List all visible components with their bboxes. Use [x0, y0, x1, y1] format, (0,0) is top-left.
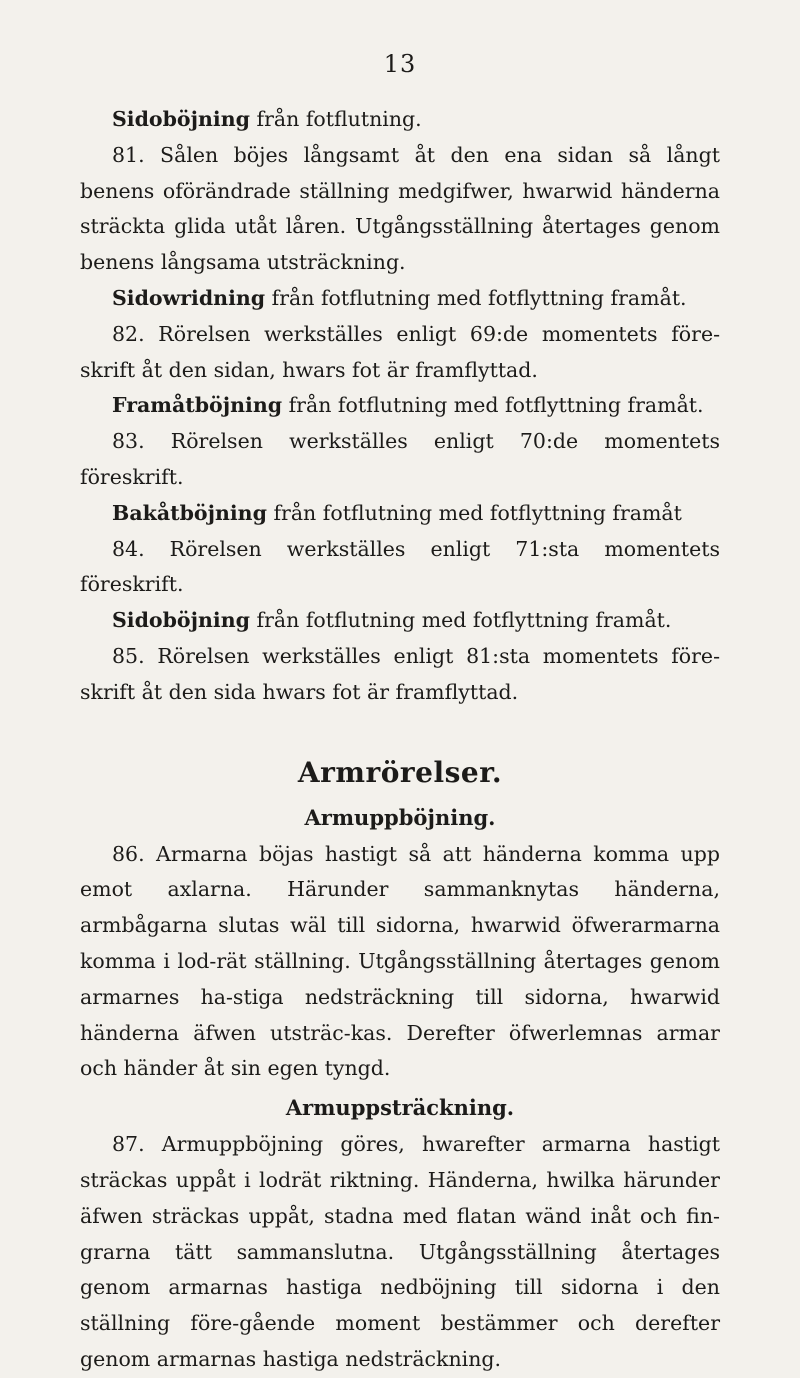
paragraph-83: 83. Rörelsen werkställes enligt 70:de momentets föreskrift.	[80, 429, 720, 489]
page-number: 13	[383, 50, 417, 78]
subsection-heading: Sidowridning från fotflutning med fotflyttning framåt.	[112, 285, 687, 310]
paragraph-82: 82. Rörelsen werkställes enligt 69:de momentets före-skrift åt den sidan, hwars fot är framflyttad.	[80, 321, 720, 382]
paragraph-84: 84. Rörelsen werkställes enligt 71:sta momentets föreskrift.	[80, 536, 720, 597]
subsection-heading: Sidoböjning från fotflutning med fotflyttning framåt.	[112, 608, 672, 633]
section-heading-armrorelser: Armrörelser.	[297, 755, 503, 789]
subsection-title-armuppbojning: Armuppböjning.	[304, 804, 496, 830]
paragraph-87: 87. Armuppböjning göres, hwarefter armarna hastigt sträckas uppåt i lodrät riktning. Händerna, hwilka härunder äfwen sträckas uppåt, stadna med flatan wänd inåt och fin-grarna tätt sammanslutna. Utgångsställning återtages genom armarnas hastiga nedböjning till sidorna i den ställning före-gående moment bestämmer och derefter genom armarnas hastiga nedsträckning.	[80, 1132, 720, 1371]
paragraph-81: 81. Sålen böjes långsamt åt den ena sidan så långt benens oförändrade ställning medgifwer, hwarwid händerna sträckta glida utåt låren. Utgångsställning återtages genom benens långsama utsträckning.	[80, 142, 720, 275]
paragraph-86: 86. Armarna böjas hastigt så att händerna komma upp emot axlarna. Härunder sammanknytas händerna, armbågarna slutas wäl till sidorna, hwarwid öfwerarmarna komma i lod-rät ställning. Utgångsställning återtages genom armarnes ha-stiga nedsträckning till sidorna, hwarwid händerna äfwen utsträc-kas. Derefter öfwerlemnas armar och händer åt sin egen tyngd.	[80, 841, 720, 1081]
subsection-heading: Framåtböjning från fotflutning med fotflyttning framåt.	[112, 393, 704, 418]
subsection-heading: Sidoböjning från fotflutning.	[112, 107, 422, 131]
subsection-title-armuppstrackning: Armuppsträckning.	[285, 1095, 515, 1121]
subsection-heading: Bakåtböjning från fotflutning med fotflyttning framåt	[112, 500, 682, 525]
page-text	[80, 102, 720, 1378]
paragraph-85: 85. Rörelsen werkställes enligt 81:sta momentets före-skrift åt den sida hwars fot är framflyttad.	[80, 643, 720, 704]
